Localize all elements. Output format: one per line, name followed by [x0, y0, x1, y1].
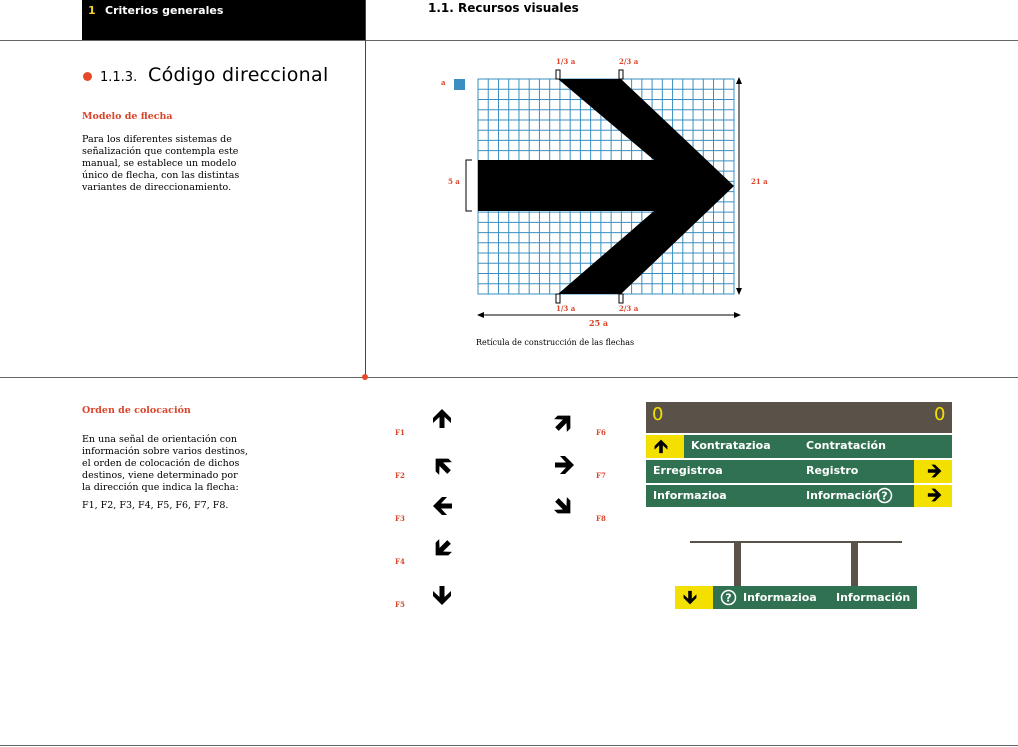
- svg-text:?: ?: [725, 591, 732, 605]
- label-f6: F6: [596, 428, 606, 437]
- sign-arrow-down-icon: [680, 588, 700, 608]
- svg-text:?: ?: [881, 489, 888, 503]
- label-f5: F5: [395, 600, 405, 609]
- label-bottom-two-thirds: 2/3 a: [619, 304, 639, 313]
- arrow-up-left-icon: [428, 451, 456, 479]
- section-title: Código direccional: [148, 64, 329, 86]
- sign-arrow-right-icon: [925, 485, 945, 505]
- sign-arrow-up-icon: [651, 436, 671, 456]
- sign-row-basque: Informazioa: [653, 489, 727, 502]
- section-bullet-icon: [83, 72, 92, 81]
- sign-row-basque: Erregistroa: [653, 464, 723, 477]
- sign-row-spanish: Contratación: [806, 439, 886, 452]
- label-f3: F3: [395, 514, 405, 523]
- sign-header-right-value: 0: [934, 404, 946, 425]
- label-f1: F1: [395, 428, 405, 437]
- chapter-number: 1: [88, 4, 96, 17]
- shaft-bracket: [466, 160, 472, 211]
- arrow-up-icon: [428, 404, 456, 432]
- sign-post-left: [734, 543, 741, 586]
- sign-row-spanish: Información: [806, 489, 881, 502]
- hanging-sign-spanish: Información: [836, 591, 911, 604]
- arrow-down-right-icon: [550, 493, 578, 521]
- hanging-sign-basque: Informazioa: [743, 591, 817, 604]
- unit-square: [454, 79, 465, 90]
- label-f8: F8: [596, 514, 606, 523]
- label-shaft-height: 5 a: [448, 177, 460, 186]
- arrow-down-icon: [428, 582, 456, 610]
- notch-top-right: [619, 70, 623, 79]
- sign-header: [646, 402, 952, 433]
- arrow-left-icon: [428, 492, 456, 520]
- bottom-divider: [0, 745, 1018, 746]
- notch-bottom-right: [619, 294, 623, 303]
- grid-caption: Retícula de construcción de las flechas: [476, 338, 635, 347]
- chapter-title: Criterios generales: [105, 4, 224, 17]
- label-unit: a: [441, 78, 446, 87]
- middle-divider: [0, 377, 1018, 378]
- arrow-down-left-icon: [428, 535, 456, 563]
- section-header-title: 1.1. Recursos visuales: [428, 1, 579, 15]
- label-f2: F2: [395, 471, 405, 480]
- placement-heading: Orden de colocación: [82, 405, 191, 416]
- sign-row-basque: Kontratazioa: [691, 439, 771, 452]
- arrow-construction-grid: [430, 50, 770, 350]
- label-f4: F4: [395, 557, 405, 566]
- placement-body: En una señal de orientación con información sobre varios destinos, el orden de colocación de dichos destinos, viene determinado por la dirección que indica la flecha:: [82, 434, 249, 493]
- label-f7: F7: [596, 471, 606, 480]
- placement-order: F1, F2, F3, F4, F5, F6, F7, F8.: [82, 500, 229, 511]
- label-top-two-thirds: 2/3 a: [619, 57, 639, 66]
- label-total-width: 25 a: [589, 318, 609, 328]
- arrow-right-icon: [551, 451, 579, 479]
- sign-header-left-value: 0: [652, 404, 664, 425]
- notch-bottom-left: [556, 294, 560, 303]
- help-icon: [876, 487, 893, 504]
- label-total-height: 21 a: [751, 177, 768, 186]
- divider-dot: [362, 374, 368, 380]
- arrow-model-heading: Modelo de flecha: [82, 111, 173, 122]
- notch-top-left: [556, 70, 560, 79]
- ceiling-bar: [690, 541, 902, 543]
- arrow-up-right-icon: [550, 408, 578, 436]
- sign-row-spanish: Registro: [806, 464, 859, 477]
- section-number: 1.1.3.: [100, 70, 138, 85]
- sign-arrow-right-icon: [925, 461, 945, 481]
- sign-post-right: [851, 543, 858, 586]
- label-top-third: 1/3 a: [556, 57, 576, 66]
- top-divider: [0, 40, 1018, 41]
- arrow-model-body: Para los diferentes sistemas de señalización que contempla este manual, se establece un modelo único de flecha, con las distintas variantes de direccionamiento.: [82, 134, 240, 193]
- help-icon: [720, 589, 737, 606]
- label-bottom-third: 1/3 a: [556, 304, 576, 313]
- column-divider: [365, 0, 366, 377]
